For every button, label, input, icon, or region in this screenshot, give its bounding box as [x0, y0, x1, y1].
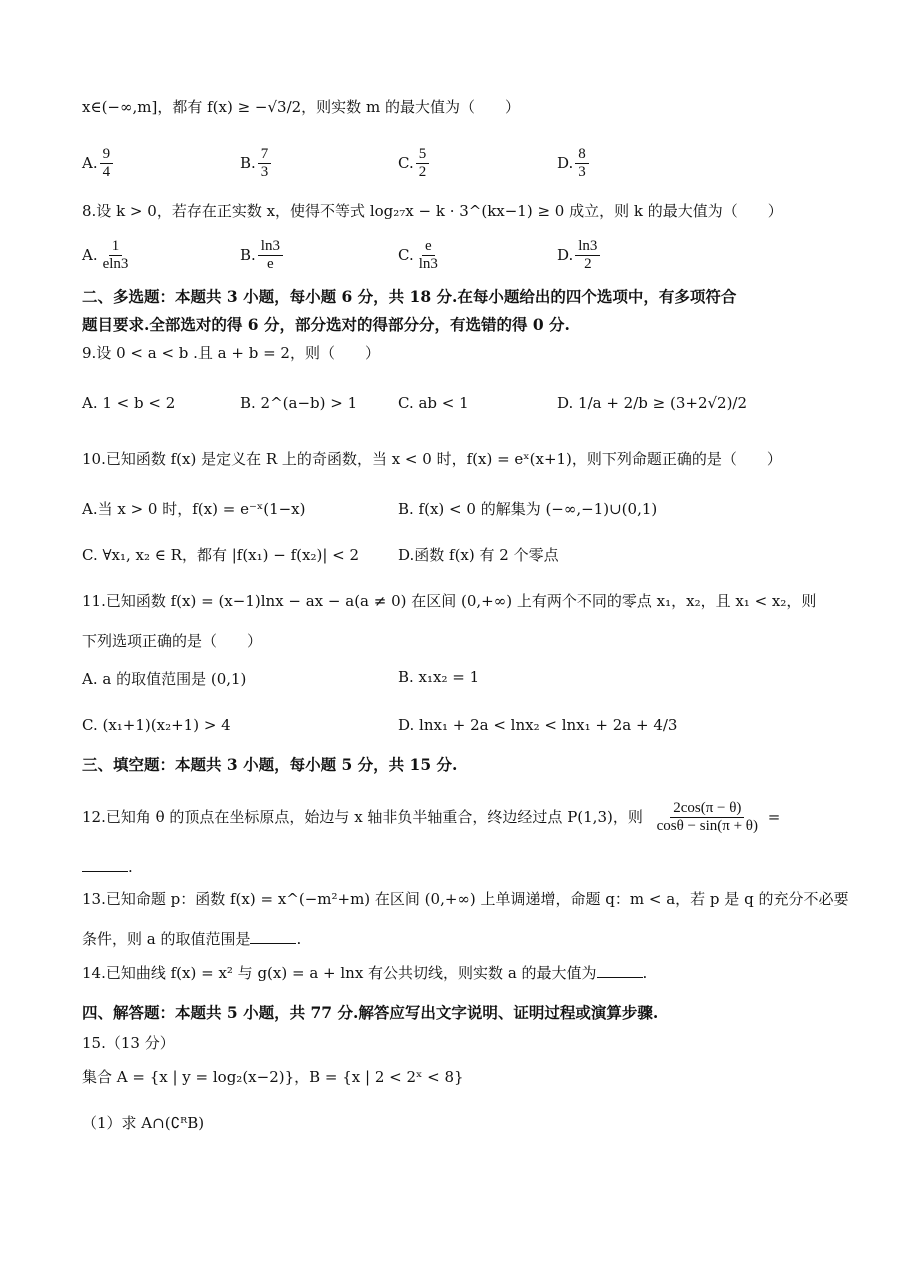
q9-option-a: A. 1 < b < 2 [82, 394, 176, 412]
q10-option-b: B. f(x) < 0 的解集为 (−∞,−1)∪(0,1) [398, 500, 658, 518]
numerator: 2cos(π − θ) [670, 800, 744, 818]
numerator: ln3 [575, 238, 600, 256]
option-label: D. [557, 245, 574, 264]
numerator: 8 [575, 146, 589, 164]
q15-part-1: （1）求 A∩(∁ᴿB) [82, 1114, 205, 1132]
q10-option-c: C. ∀x₁, x₂ ∈ R，都有 |f(x₁) − f(x₂)| < 2 [82, 546, 360, 564]
option-label: C. [398, 153, 414, 172]
q7-option-c [398, 146, 431, 182]
option-label: A. [82, 153, 98, 172]
q13-stem: 13.已知命题 p：函数 f(x) = x^(−m²+m) 在区间 (0,+∞) 上单调递增，命题 q：m < a，若 p 是 q 的充分不必要 [82, 890, 849, 908]
q15-header: 15.（13 分） [82, 1034, 175, 1052]
section-3-heading: 三、填空题：本题共 3 小题，每小题 5 分，共 15 分. [82, 755, 458, 774]
q7-option-d [557, 146, 591, 182]
q8-stem: 8.设 k > 0，若存在正实数 x，使得不等式 log₂₇x − k · 3^(kx−1) ≥ 0 成立，则 k 的最大值为（ ） [82, 202, 783, 220]
denominator: 4 [102, 164, 111, 181]
answer-blank[interactable] [82, 859, 128, 872]
numerator: 7 [258, 146, 272, 164]
period: . [128, 858, 133, 876]
q14-stem: 14.已知曲线 f(x) = x² 与 g(x) = a + lnx 有公共切线，则实数 a 的最大值为 . [82, 964, 648, 982]
q11-option-c: C. (x₁+1)(x₂+1) > 4 [82, 716, 231, 734]
section-2-heading-cont: 题目要求.全部选对的得 6 分，部分选对的得部分分，有选错的得 0 分. [82, 315, 570, 334]
q9-option-d: D. 1/a + 2/b ≥ (3+2√2)/2 [557, 394, 748, 412]
denominator: e [267, 256, 274, 273]
option-label: B. [240, 245, 256, 264]
q12-stem [82, 800, 780, 836]
q11-option-b: B. x₁x₂ = 1 [398, 668, 480, 686]
q12-answer-line [82, 858, 133, 876]
numerator: 5 [416, 146, 430, 164]
q13-text: 条件，则 a 的取值范围是 [82, 930, 251, 948]
q8-option-b [240, 238, 285, 274]
q8-option-d [557, 238, 602, 274]
option-label: A. [82, 245, 98, 264]
q8-option-c [398, 238, 443, 274]
numerator: ln3 [258, 238, 283, 256]
q9-option-c: C. ab < 1 [398, 394, 469, 412]
denominator: eln3 [102, 256, 129, 273]
answer-blank[interactable] [597, 965, 643, 978]
denominator: cosθ − sin(π + θ) [656, 818, 758, 835]
section-2-heading: 二、多选题：本题共 3 小题，每小题 6 分，共 18 分.在每小题给出的四个选项中，有多项符合 [82, 287, 737, 306]
q12-text: 12.已知角 θ 的顶点在坐标原点，始边与 x 轴非负半轴重合，终边经过点 P(1,3)，则 [82, 807, 643, 826]
option-label: D. [557, 153, 574, 172]
q13-stem-cont: 条件，则 a 的取值范围是 . [82, 930, 302, 948]
denominator: 2 [584, 256, 592, 273]
q9-option-b: B. 2^(a−b) > 1 [240, 394, 358, 412]
section-4-heading: 四、解答题：本题共 5 小题，共 77 分.解答应写出文字说明、证明过程或演算步骤. [82, 1003, 659, 1022]
denominator: 3 [260, 164, 269, 181]
q7-option-a [82, 146, 115, 182]
q7-option-b [240, 146, 273, 182]
denominator: ln3 [418, 256, 438, 273]
q7-continuation: x∈(−∞,m]，都有 f(x) ≥ −√3/2，则实数 m 的最大值为（ ） [82, 98, 520, 116]
q11-option-a: A. a 的取值范围是 (0,1) [82, 670, 247, 688]
answer-blank[interactable] [250, 931, 296, 944]
numerator: 1 [109, 238, 123, 256]
numerator: 9 [100, 146, 114, 164]
equals-sign: = [767, 807, 781, 826]
q10-stem: 10.已知函数 f(x) 是定义在 R 上的奇函数，当 x < 0 时，f(x) = eˣ(x+1)，则下列命题正确的是（ ） [82, 450, 782, 468]
q9-stem: 9.设 0 < a < b .且 a + b = 2，则（ ） [82, 344, 380, 362]
option-label: B. [240, 153, 256, 172]
q11-stem: 11.已知函数 f(x) = (x−1)lnx − ax − a(a ≠ 0) 在区间 (0,+∞) 上有两个不同的零点 x₁，x₂，且 x₁ < x₂，则 [82, 592, 817, 610]
q11-option-d: D. lnx₁ + 2a < lnx₂ < lnx₁ + 2a + 4/3 [398, 716, 678, 734]
q8-option-a [82, 238, 133, 274]
denominator: 2 [418, 164, 427, 181]
numerator: e [422, 238, 435, 256]
q11-stem-cont: 下列选项正确的是（ ） [82, 632, 263, 650]
denominator: 3 [578, 164, 586, 181]
q15-sets: 集合 A = {x | y = log₂(x−2)}，B = {x | 2 < 2ˣ < 8} [82, 1068, 464, 1086]
q10-option-d: D.函数 f(x) 有 2 个零点 [398, 546, 559, 564]
q14-text: 14.已知曲线 f(x) = x² 与 g(x) = a + lnx 有公共切线，则实数 a 的最大值为 [82, 964, 597, 982]
option-label: C. [398, 245, 414, 264]
q10-option-a: A.当 x > 0 时，f(x) = e⁻ˣ(1−x) [82, 500, 306, 518]
